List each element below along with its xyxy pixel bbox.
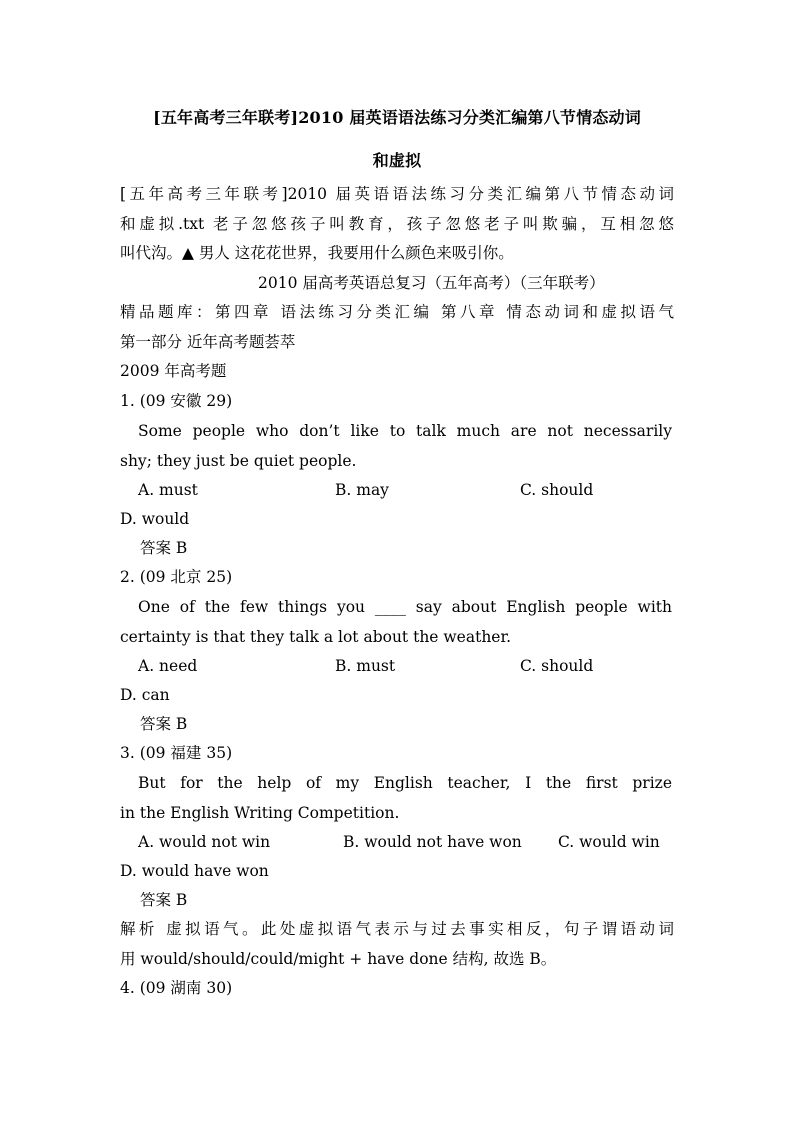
question-3-stem-line-2: in the English Writing Competition. — [120, 804, 400, 822]
question-1-option-a: A. must — [138, 481, 198, 499]
question-2-stem-line-2: certainty is that they talk a lot about the weather. — [120, 628, 512, 646]
question-2-header: 2. (09 北京 25) — [120, 568, 233, 586]
question-3-analysis-line-2: 用 would/should/could/might + have done 结构, 故选 B。 — [120, 950, 557, 968]
question-2-stem-line-1: One of the few things you ____ say about English people with — [138, 598, 672, 616]
question-3-option-b: B. would not have won — [343, 833, 522, 851]
question-4-header: 4. (09 湖南 30) — [120, 979, 233, 997]
question-3-option-a: A. would not win — [138, 833, 271, 851]
question-3-stem-line-1: But for the help of my English teacher, I the first prize — [138, 774, 672, 792]
intro-line-2: 和虚拟.txt 老子忽悠孩子叫教育，孩子忽悠老子叫欺骗，互相忽悠 — [120, 215, 674, 233]
question-1-header: 1. (09 安徽 29) — [120, 392, 233, 410]
question-2-answer: 答案 B — [140, 715, 188, 733]
question-1-stem-line-1: Some people who don’t like to talk much are not necessarily — [138, 422, 672, 440]
question-1-answer: 答案 B — [140, 539, 188, 557]
question-2-option-c: C. should — [520, 657, 594, 675]
question-3-option-c: C. would win — [558, 833, 660, 851]
question-1-stem-line-2: shy; they just be quiet people. — [120, 452, 357, 470]
question-1-option-b: B. may — [335, 481, 389, 499]
question-3-analysis-line-1: 解析 虚拟语气。此处虚拟语气表示与过去事实相反，句子谓语动词 — [120, 920, 674, 938]
intro-line-3: 叫代沟。▲ 男人 这花花世界，我要用什么颜色来吸引你。 — [120, 244, 514, 262]
question-1-option-d: D. would — [120, 510, 190, 528]
intro-line-4: 2010 届高考英语总复习（五年高考）（三年联考） — [258, 274, 605, 292]
intro-line-5: 精品题库：第四章 语法练习分类汇编 第八章 情态动词和虚拟语气 — [120, 303, 674, 321]
question-2-option-a: A. need — [138, 657, 198, 675]
year-heading: 2009 年高考题 — [120, 362, 227, 380]
question-1-option-c: C. should — [520, 481, 594, 499]
intro-line-1: [五年高考三年联考]2010 届英语语法练习分类汇编第八节情态动词 — [120, 185, 674, 203]
section-heading: 第一部分 近年高考题荟萃 — [120, 333, 296, 351]
question-3-option-d: D. would have won — [120, 862, 269, 880]
document-title-line-1: [五年高考三年联考]2010 届英语语法练习分类汇编第八节情态动词 — [153, 108, 641, 127]
question-2-option-b: B. must — [335, 657, 396, 675]
question-2-option-d: D. can — [120, 686, 170, 704]
document-title-line-2: 和虚拟 — [372, 151, 422, 170]
question-3-answer: 答案 B — [140, 891, 188, 909]
question-3-header: 3. (09 福建 35) — [120, 744, 233, 762]
